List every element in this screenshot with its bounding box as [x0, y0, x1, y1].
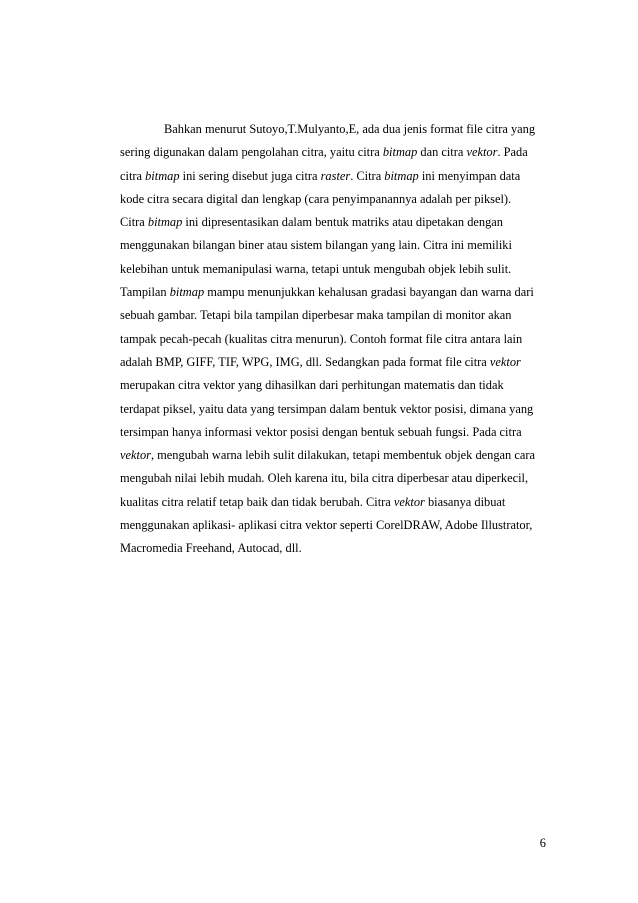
text-run: tampak pecah-pecah (kualitas citra menurun). Contoh format file citra antara lain — [120, 331, 523, 346]
text-run: sebuah gambar. Tetapi bila tampilan diperbesar maka tampilan di monitor akan — [120, 308, 512, 323]
text-run: . Pada — [497, 145, 528, 160]
italic-term: bitmap — [384, 168, 419, 183]
text-run: tersimpan hanya informasi vektor posisi dengan bentuk sebuah fungsi. Pada citra — [120, 424, 522, 439]
text-run: mampu menunjukkan kehalusan gradasi bayangan dan warna dari — [204, 285, 534, 300]
page-number: 6 — [539, 836, 546, 850]
text-run: Tampilan — [120, 285, 170, 300]
text-run: adalah BMP, GIFF, TIF, WPG, IMG, dll. Sedangkan pada format file citra — [120, 354, 490, 369]
text-line — [120, 258, 546, 281]
text-run: Macromedia Freehand, Autocad, dll. — [120, 541, 302, 556]
text-line — [120, 188, 546, 211]
text-line — [120, 351, 546, 374]
italic-term: raster — [320, 168, 351, 183]
italic-term: bitmap — [382, 145, 418, 160]
text-line — [120, 514, 546, 537]
text-run: citra — [120, 168, 146, 183]
text-line — [120, 234, 546, 257]
text-run: Bahkan menurut Sutoyo,T.Mulyanto,E, ada dua jenis format file citra yang — [164, 122, 536, 136]
body-paragraph — [120, 118, 546, 561]
text-line — [120, 444, 546, 467]
italic-term: vektor — [466, 145, 498, 160]
text-line — [120, 374, 546, 397]
text-run: kelebihan untuk memanipulasi warna, tetapi untuk mengubah objek lebih sulit. — [120, 261, 512, 276]
text-run: menggunakan aplikasi- aplikasi citra vektor seperti CorelDRAW, Adobe Illustrator, — [120, 518, 533, 533]
text-line — [120, 141, 546, 164]
text-run: ini dipresentasikan dalam bentuk matriks atau dipetakan dengan — [182, 215, 503, 230]
text-line — [120, 118, 546, 141]
text-line — [120, 491, 546, 514]
text-line — [120, 281, 546, 304]
text-run: Citra — [120, 215, 148, 230]
text-run: terdapat piksel, yaitu data yang tersimpan dalam bentuk vektor posisi, dimana yang — [120, 401, 534, 416]
text-run: ini menyimpan data — [418, 168, 521, 183]
italic-term: vektor — [489, 354, 521, 369]
text-run: , mengubah warna lebih sulit dilakukan, tetapi membentuk objek dengan cara — [150, 448, 535, 463]
italic-term: vektor — [120, 448, 151, 463]
text-line — [120, 328, 546, 351]
text-run: menggunakan bilangan biner atau sistem bilangan yang lain. Citra ini memiliki — [120, 238, 512, 253]
text-line — [120, 537, 546, 560]
text-run: dan citra — [417, 145, 467, 160]
text-line — [120, 165, 546, 188]
italic-term: vektor — [393, 494, 425, 509]
text-run: ini sering disebut juga citra — [179, 168, 321, 183]
italic-term: bitmap — [145, 168, 180, 183]
text-run: kualitas citra relatif tetap baik dan tidak berubah. Citra — [120, 494, 394, 509]
italic-term: bitmap — [169, 285, 205, 300]
text-run: mengubah nilai lebih mudah. Oleh karena itu, bila citra diperbesar atau diperkecil, — [120, 471, 529, 486]
text-line — [120, 304, 546, 327]
text-run: biasanya dibuat — [424, 494, 506, 509]
text-run: merupakan citra vektor yang dihasilkan dari perhitungan matematis dan tidak — [120, 378, 504, 393]
text-line — [120, 467, 546, 490]
text-line — [120, 211, 546, 234]
text-run: kode citra secara digital dan lengkap (cara penyimpanannya adalah per piksel). — [120, 191, 512, 206]
text-line — [120, 421, 546, 444]
text-run: . Citra — [350, 168, 385, 183]
text-line — [120, 398, 546, 421]
italic-term: bitmap — [147, 215, 183, 230]
text-run: sering digunakan dalam pengolahan citra, yaitu citra — [120, 145, 383, 160]
